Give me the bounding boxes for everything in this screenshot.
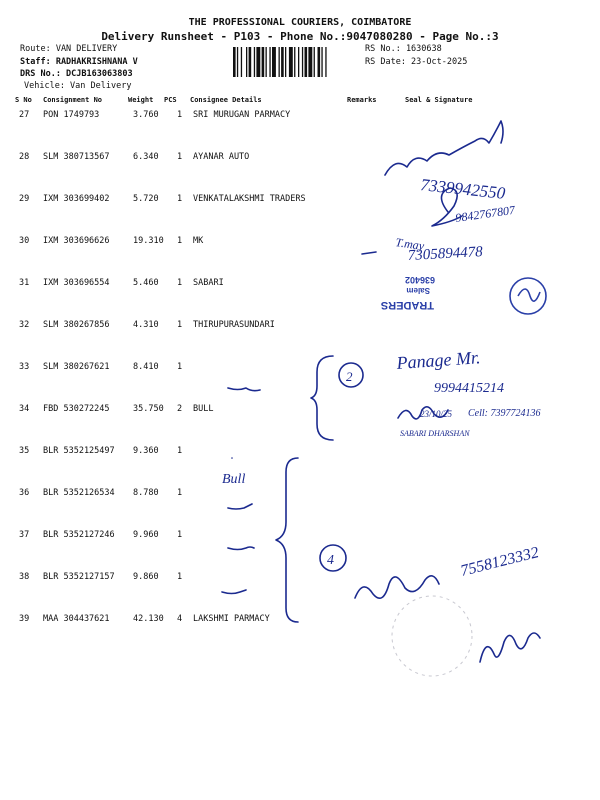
table-row [0, 236, 600, 248]
barcode-image [233, 47, 359, 77]
row-pcs: 1 [177, 152, 183, 162]
row-sno: 39 [19, 614, 30, 624]
row-weight: 8.780 [133, 488, 159, 498]
row-weight: 6.340 [133, 152, 159, 162]
col-sno: S No [15, 96, 32, 104]
row-consignment: BLR 5352127246 [43, 530, 115, 540]
row-weight: 8.410 [133, 362, 159, 372]
barcode-bar [314, 47, 315, 77]
row-consignment: MAA 304437621 [43, 614, 110, 624]
table-row [0, 320, 600, 332]
hw-phone-1: 7339942550 [419, 175, 507, 203]
row-consignment: BLR 5352125497 [43, 446, 115, 456]
row-consignment: BLR 5352126534 [43, 488, 115, 498]
dash-mark-2 [228, 388, 260, 391]
hw-sabari-note: SABARI DHARSHAN [400, 429, 470, 438]
row-consignee: SABARI [193, 278, 224, 288]
hw-ponnage: Panage Mr. [395, 347, 482, 373]
barcode-bar [305, 47, 308, 77]
rs-number: RS No.: 1630638 [365, 44, 442, 54]
row-weight: 19.310 [133, 236, 164, 246]
row-sno: 32 [19, 320, 30, 330]
barcode-bar [279, 47, 280, 77]
table-row [0, 446, 600, 458]
hw-date-note: 23/10/25 [420, 409, 453, 419]
row-weight: 9.860 [133, 572, 159, 582]
dash-mark-3 [228, 504, 252, 509]
row-weight: 35.750 [133, 404, 164, 414]
signature-scribble-1 [385, 121, 503, 175]
row-weight: 9.960 [133, 530, 159, 540]
dash-mark-5 [222, 590, 246, 594]
barcode-bar [249, 47, 252, 77]
hw-phone-3: 7305894478 [407, 244, 484, 264]
barcode-bar [321, 47, 322, 77]
drs-number: DRS No.: DCJB163063803 [20, 69, 133, 79]
row-pcs: 1 [177, 572, 183, 582]
row-weight: 5.720 [133, 194, 159, 204]
signature-scribble-5 [480, 633, 540, 662]
rs-date: RS Date: 23-Oct-2025 [365, 57, 468, 67]
table-row [0, 488, 600, 500]
row-consignee: LAKSHMI PARMACY [193, 614, 270, 624]
barcode-bar [281, 47, 284, 77]
row-consignment: IXM 303696626 [43, 236, 110, 246]
table-row [0, 278, 600, 290]
col-pcs: PCS [164, 96, 177, 104]
barcode-bar [308, 47, 312, 77]
hw-tmay: T.may [394, 235, 426, 253]
faint-ring [392, 596, 472, 676]
route-label: Route: VAN DELIVERY [20, 44, 118, 54]
vehicle-label: Vehicle: Van Delivery [24, 81, 132, 91]
row-sno: 33 [19, 362, 30, 372]
row-consignee: THIRUPURASUNDARI [193, 320, 275, 330]
row-weight: 3.760 [133, 110, 159, 120]
row-pcs: 1 [177, 362, 183, 372]
row-weight: 9.360 [133, 446, 159, 456]
row-sno: 28 [19, 152, 30, 162]
row-sno: 27 [19, 110, 30, 120]
hw-bull-note: Bull [222, 472, 246, 487]
row-consignee: SRI MURUGAN PARMACY [193, 110, 291, 120]
table-row [0, 572, 600, 584]
row-weight: 5.460 [133, 278, 159, 288]
row-pcs: 1 [177, 194, 183, 204]
table-row [0, 362, 600, 374]
barcode-bar [241, 47, 242, 77]
col-seal-signature: Seal & Signature [405, 96, 473, 104]
row-consignment: IXM 303699402 [43, 194, 110, 204]
row-sno: 38 [19, 572, 30, 582]
barcode-bar [318, 47, 321, 77]
row-pcs: 2 [177, 404, 183, 414]
row-pcs: 1 [177, 446, 183, 456]
row-consignment: FBD 530272245 [43, 404, 110, 414]
row-pcs: 1 [177, 278, 183, 288]
row-consignee: VENKATALAKSHMI TRADERS [193, 194, 306, 204]
row-consignment: PON 1749793 [43, 110, 100, 120]
row-consignee: BULL [193, 404, 214, 414]
company-title: THE PROFESSIONAL COURIERS, COIMBATORE [188, 17, 412, 28]
hw-phone-4: 9994415214 [434, 381, 504, 396]
barcode-bar [325, 47, 326, 77]
hw-circle-2: 2 [346, 369, 353, 384]
row-consignment: IXM 303696554 [43, 278, 110, 288]
table-row [0, 614, 600, 626]
barcode-bar [302, 47, 303, 77]
table-row [0, 194, 600, 206]
row-sno: 29 [19, 194, 30, 204]
barcode-bar [237, 47, 238, 77]
barcode-bar [254, 47, 255, 77]
row-pcs: 4 [177, 614, 183, 624]
hw-circle-4: 4 [327, 553, 334, 568]
staff-label: Staff: RADHAKRISHNANA V [20, 57, 138, 67]
col-consignee: Consignee Details [190, 96, 262, 104]
barcode-bar [262, 47, 265, 77]
row-pcs: 1 [177, 236, 183, 246]
runsheet-subtitle: Delivery Runsheet - P103 - Phone No.:9047080280 - Page No.:3 [101, 30, 499, 43]
barcode-bar [256, 47, 260, 77]
row-pcs: 1 [177, 530, 183, 540]
barcode-bar [272, 47, 276, 77]
row-consignee: MK [193, 236, 204, 246]
circle-mark-4 [320, 545, 346, 571]
col-consignment: Consignment No [43, 96, 103, 104]
table-row [0, 404, 600, 416]
barcode-bar [298, 47, 299, 77]
row-pcs: 1 [177, 320, 183, 330]
stamp-text-1: TRADERS [380, 299, 434, 311]
stamp-text-2: Salem [406, 286, 430, 295]
row-consignee: AYANAR AUTO [193, 152, 250, 162]
barcode-bar [285, 47, 286, 77]
dash-mark-1 [362, 252, 376, 254]
row-weight: 4.310 [133, 320, 159, 330]
barcode-bar [294, 47, 295, 77]
row-sno: 37 [19, 530, 30, 540]
barcode-bar [266, 47, 267, 77]
row-consignment: BLR 5352127157 [43, 572, 115, 582]
row-sno: 35 [19, 446, 30, 456]
dash-mark-4 [228, 547, 254, 550]
row-consignment: SLM 380267856 [43, 320, 110, 330]
barcode-bar [269, 47, 270, 77]
barcode-bar [246, 47, 247, 77]
barcode-bar [233, 47, 236, 77]
row-pcs: 1 [177, 488, 183, 498]
hw-phone-5: 7558123332 [458, 544, 541, 580]
row-sno: 36 [19, 488, 30, 498]
col-remarks: Remarks [347, 96, 377, 104]
row-consignment: SLM 380713567 [43, 152, 110, 162]
barcode-bar [289, 47, 293, 77]
row-consignment: SLM 380267621 [43, 362, 110, 372]
table-row [0, 152, 600, 164]
row-weight: 42.130 [133, 614, 164, 624]
row-pcs: 1 [177, 110, 183, 120]
hw-cell-note: Cell: 7397724136 [468, 408, 541, 419]
row-sno: 30 [19, 236, 30, 246]
row-sno: 31 [19, 278, 30, 288]
table-row [0, 110, 600, 122]
stamp-text-3: 636402 [404, 275, 435, 285]
row-sno: 34 [19, 404, 30, 414]
col-weight: Weight [128, 96, 154, 104]
table-row [0, 530, 600, 542]
hw-phone-2: 9842767807 [454, 202, 516, 225]
